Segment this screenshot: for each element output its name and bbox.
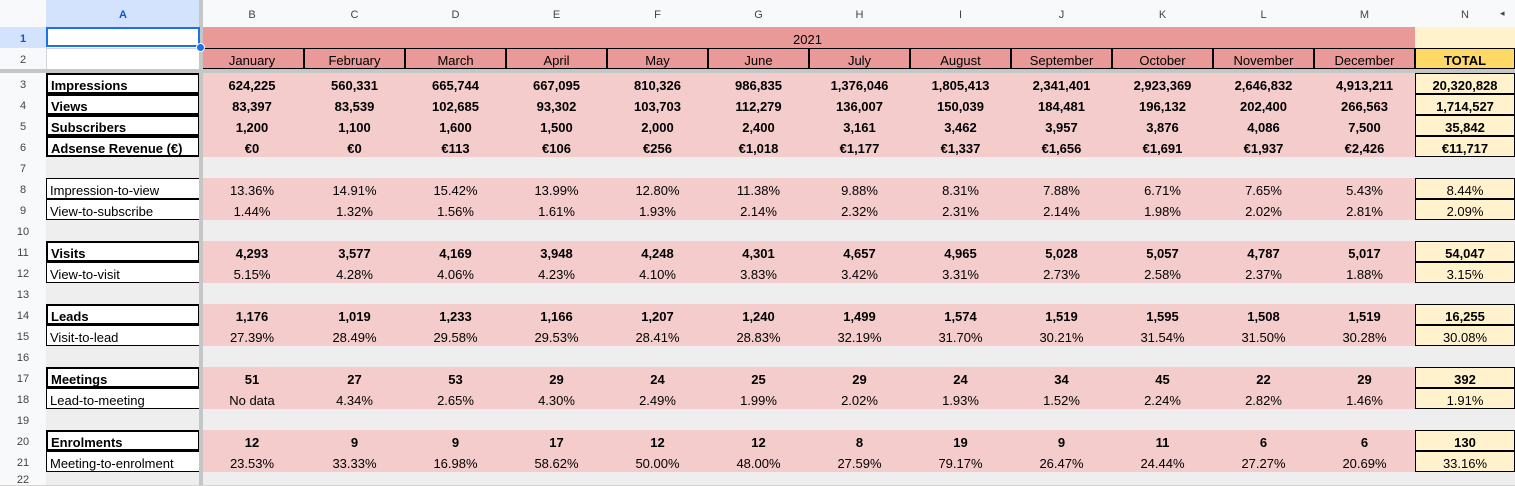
data-cell[interactable]: 4.30% — [506, 388, 607, 409]
row-header-13[interactable]: 13 — [0, 283, 46, 304]
row-header-19[interactable]: 19 — [0, 409, 46, 430]
column-header-j[interactable]: J — [1011, 0, 1112, 27]
data-cell[interactable]: 27.39% — [200, 325, 304, 346]
data-cell[interactable]: 9.88% — [809, 178, 910, 199]
fill-handle[interactable] — [196, 43, 205, 52]
total-cell[interactable]: 30.08% — [1415, 325, 1515, 346]
data-cell[interactable]: 202,400 — [1213, 94, 1314, 115]
data-cell[interactable]: 12 — [607, 430, 708, 451]
data-cell[interactable]: €1,656 — [1011, 136, 1112, 157]
data-cell[interactable]: 1.93% — [910, 388, 1011, 409]
month-header-august[interactable]: August — [910, 48, 1011, 69]
data-cell[interactable]: 667,095 — [506, 73, 607, 94]
data-cell[interactable]: 3,948 — [506, 241, 607, 262]
data-cell[interactable]: €106 — [506, 136, 607, 157]
data-cell[interactable]: 2,923,369 — [1112, 73, 1213, 94]
data-cell[interactable]: €1,018 — [708, 136, 809, 157]
spacer-row-10[interactable] — [46, 220, 1515, 241]
data-cell[interactable]: 3.42% — [809, 262, 910, 283]
column-header-n[interactable]: N — [1415, 0, 1515, 27]
row-label[interactable]: Visits — [46, 241, 200, 262]
spacer-row-7[interactable] — [46, 157, 1515, 178]
data-cell[interactable]: 45 — [1112, 367, 1213, 388]
data-cell[interactable]: 6 — [1213, 430, 1314, 451]
row-header-22[interactable]: 22 — [0, 472, 46, 485]
data-cell[interactable]: 266,563 — [1314, 94, 1415, 115]
column-header-g[interactable]: G — [708, 0, 809, 27]
row-header-17[interactable]: 17 — [0, 367, 46, 388]
total-header[interactable]: TOTAL — [1415, 48, 1515, 69]
data-cell[interactable]: 34 — [1011, 367, 1112, 388]
row-header-5[interactable]: 5 — [0, 115, 46, 136]
data-cell[interactable]: 1,519 — [1314, 304, 1415, 325]
spacer-row-19[interactable] — [46, 409, 1515, 430]
data-cell[interactable]: 29.53% — [506, 325, 607, 346]
data-cell[interactable]: 4,293 — [200, 241, 304, 262]
data-cell[interactable]: 1.56% — [405, 199, 506, 220]
data-cell[interactable]: 1.46% — [1314, 388, 1415, 409]
month-header-october[interactable]: October — [1112, 48, 1213, 69]
column-header-b[interactable]: B — [200, 0, 304, 27]
data-cell[interactable]: 4,787 — [1213, 241, 1314, 262]
row-header-16[interactable]: 16 — [0, 346, 46, 367]
data-cell[interactable]: 25 — [708, 367, 809, 388]
data-cell[interactable]: 184,481 — [1011, 94, 1112, 115]
data-cell[interactable]: 196,132 — [1112, 94, 1213, 115]
data-cell[interactable]: 136,007 — [809, 94, 910, 115]
data-cell[interactable]: 1,519 — [1011, 304, 1112, 325]
data-cell[interactable]: 1,500 — [506, 115, 607, 136]
data-cell[interactable]: 7.65% — [1213, 178, 1314, 199]
data-cell[interactable]: 5,028 — [1011, 241, 1112, 262]
data-cell[interactable]: 51 — [200, 367, 304, 388]
select-all-corner[interactable] — [0, 0, 46, 27]
row-header-14[interactable]: 14 — [0, 304, 46, 325]
row-header-20[interactable]: 20 — [0, 430, 46, 451]
data-cell[interactable]: 28.49% — [304, 325, 405, 346]
data-cell[interactable]: 16.98% — [405, 451, 506, 472]
data-cell[interactable]: No data — [200, 388, 304, 409]
data-cell[interactable]: €1,937 — [1213, 136, 1314, 157]
data-cell[interactable]: 17 — [506, 430, 607, 451]
data-cell[interactable]: 11 — [1112, 430, 1213, 451]
row-label[interactable]: Leads — [46, 304, 200, 325]
data-cell[interactable]: 29.58% — [405, 325, 506, 346]
data-cell[interactable]: 4,086 — [1213, 115, 1314, 136]
data-cell[interactable]: 1,166 — [506, 304, 607, 325]
row-header-18[interactable]: 18 — [0, 388, 46, 409]
data-cell[interactable]: €1,177 — [809, 136, 910, 157]
data-cell[interactable]: 30.28% — [1314, 325, 1415, 346]
data-cell[interactable]: 2.14% — [1011, 199, 1112, 220]
total-cell[interactable]: 130 — [1415, 430, 1515, 451]
data-cell[interactable]: 32.19% — [809, 325, 910, 346]
data-cell[interactable]: 12.80% — [607, 178, 708, 199]
data-cell[interactable]: 1,100 — [304, 115, 405, 136]
column-header-i[interactable]: I — [910, 0, 1011, 27]
data-cell[interactable]: 3,577 — [304, 241, 405, 262]
data-cell[interactable]: 2.73% — [1011, 262, 1112, 283]
row-label[interactable]: Views — [46, 94, 200, 115]
data-cell[interactable]: 1,200 — [200, 115, 304, 136]
month-header-november[interactable]: November — [1213, 48, 1314, 69]
total-cell[interactable]: 33.16% — [1415, 451, 1515, 472]
column-header-c[interactable]: C — [304, 0, 405, 27]
data-cell[interactable]: €256 — [607, 136, 708, 157]
data-cell[interactable]: 3,462 — [910, 115, 1011, 136]
column-header-f[interactable]: F — [607, 0, 708, 27]
data-cell[interactable]: 9 — [405, 430, 506, 451]
row-header-21[interactable]: 21 — [0, 451, 46, 472]
data-cell[interactable]: 19 — [910, 430, 1011, 451]
data-cell[interactable]: 4,169 — [405, 241, 506, 262]
triangle-left-icon[interactable]: ◂ — [1500, 8, 1505, 18]
data-cell[interactable]: 4.10% — [607, 262, 708, 283]
data-cell[interactable]: 4,913,211 — [1314, 73, 1415, 94]
data-cell[interactable]: 1.61% — [506, 199, 607, 220]
data-cell[interactable]: 4.23% — [506, 262, 607, 283]
data-cell[interactable]: 4,248 — [607, 241, 708, 262]
data-cell[interactable]: 29 — [1314, 367, 1415, 388]
month-header-march[interactable]: March — [405, 48, 506, 69]
data-cell[interactable]: 12 — [708, 430, 809, 451]
data-cell[interactable]: 2.24% — [1112, 388, 1213, 409]
data-cell[interactable]: 2.31% — [910, 199, 1011, 220]
data-cell[interactable]: 5.43% — [1314, 178, 1415, 199]
month-header-july[interactable]: July — [809, 48, 910, 69]
month-header-february[interactable]: February — [304, 48, 405, 69]
total-cell[interactable]: 2.09% — [1415, 199, 1515, 220]
row-header-2[interactable]: 2 — [0, 48, 46, 69]
total-cell[interactable]: 35,842 — [1415, 115, 1515, 136]
data-cell[interactable]: 2.14% — [708, 199, 809, 220]
row-label[interactable]: Visit-to-lead — [46, 325, 200, 346]
row-label[interactable]: Enrolments — [46, 430, 200, 451]
data-cell[interactable]: 1,233 — [405, 304, 506, 325]
row-label[interactable]: Adsense Revenue (€) — [46, 136, 200, 157]
month-header-january[interactable]: January — [200, 48, 304, 69]
total-cell[interactable]: €11,717 — [1415, 136, 1515, 157]
row-header-10[interactable]: 10 — [0, 220, 46, 241]
column-header-a[interactable]: A — [46, 0, 200, 27]
data-cell[interactable]: 3.83% — [708, 262, 809, 283]
row-header-3[interactable]: 3 — [0, 73, 46, 94]
data-cell[interactable]: 1.99% — [708, 388, 809, 409]
row-label[interactable]: Subscribers — [46, 115, 200, 136]
data-cell[interactable]: 28.83% — [708, 325, 809, 346]
data-cell[interactable]: 2.81% — [1314, 199, 1415, 220]
data-cell[interactable]: 2.37% — [1213, 262, 1314, 283]
data-cell[interactable]: 1,240 — [708, 304, 809, 325]
data-cell[interactable]: 3,957 — [1011, 115, 1112, 136]
row-header-9[interactable]: 9 — [0, 199, 46, 220]
total-cell[interactable]: 54,047 — [1415, 241, 1515, 262]
data-cell[interactable]: 1,600 — [405, 115, 506, 136]
data-cell[interactable]: 22 — [1213, 367, 1314, 388]
data-cell[interactable]: 2.58% — [1112, 262, 1213, 283]
data-cell[interactable]: 1,574 — [910, 304, 1011, 325]
data-cell[interactable]: 4,301 — [708, 241, 809, 262]
column-header-m[interactable]: M — [1314, 0, 1415, 27]
data-cell[interactable]: 20.69% — [1314, 451, 1415, 472]
data-cell[interactable]: 7.88% — [1011, 178, 1112, 199]
total-cell[interactable]: 1.91% — [1415, 388, 1515, 409]
data-cell[interactable]: 13.36% — [200, 178, 304, 199]
spacer-row-22[interactable] — [46, 472, 1515, 485]
data-cell[interactable]: 8.31% — [910, 178, 1011, 199]
data-cell[interactable]: 3.31% — [910, 262, 1011, 283]
column-header-k[interactable]: K — [1112, 0, 1213, 27]
data-cell[interactable]: 2,341,401 — [1011, 73, 1112, 94]
row-header-4[interactable]: 4 — [0, 94, 46, 115]
data-cell[interactable]: 24 — [607, 367, 708, 388]
data-cell[interactable]: 1.44% — [200, 199, 304, 220]
data-cell[interactable]: 1,499 — [809, 304, 910, 325]
data-cell[interactable]: 2.49% — [607, 388, 708, 409]
data-cell[interactable]: 8 — [809, 430, 910, 451]
data-cell[interactable]: 23.53% — [200, 451, 304, 472]
month-header-may[interactable]: May — [607, 48, 708, 69]
data-cell[interactable]: 58.62% — [506, 451, 607, 472]
freeze-row-divider[interactable] — [0, 69, 1515, 73]
data-cell[interactable]: 102,685 — [405, 94, 506, 115]
data-cell[interactable]: 28.41% — [607, 325, 708, 346]
data-cell[interactable]: 1,376,046 — [809, 73, 910, 94]
month-header-april[interactable]: April — [506, 48, 607, 69]
data-cell[interactable]: 31.54% — [1112, 325, 1213, 346]
month-header-september[interactable]: September — [1011, 48, 1112, 69]
data-cell[interactable]: 1.52% — [1011, 388, 1112, 409]
row-header-15[interactable]: 15 — [0, 325, 46, 346]
row-header-7[interactable]: 7 — [0, 157, 46, 178]
data-cell[interactable]: 29 — [506, 367, 607, 388]
column-header-e[interactable]: E — [506, 0, 607, 27]
spacer-row-13[interactable] — [46, 283, 1515, 304]
data-cell[interactable]: 810,326 — [607, 73, 708, 94]
data-cell[interactable]: 5.15% — [200, 262, 304, 283]
data-cell[interactable]: 14.91% — [304, 178, 405, 199]
data-cell[interactable]: 79.17% — [910, 451, 1011, 472]
column-header-l[interactable]: L — [1213, 0, 1314, 27]
data-cell[interactable]: 27.59% — [809, 451, 910, 472]
data-cell[interactable]: €113 — [405, 136, 506, 157]
data-cell[interactable]: €1,337 — [910, 136, 1011, 157]
row-header-11[interactable]: 11 — [0, 241, 46, 262]
data-cell[interactable]: 48.00% — [708, 451, 809, 472]
month-header-june[interactable]: June — [708, 48, 809, 69]
data-cell[interactable]: 53 — [405, 367, 506, 388]
data-cell[interactable]: €0 — [200, 136, 304, 157]
data-cell[interactable]: 2.02% — [1213, 199, 1314, 220]
data-cell[interactable]: 112,279 — [708, 94, 809, 115]
data-cell[interactable]: 9 — [304, 430, 405, 451]
data-cell[interactable]: 27.27% — [1213, 451, 1314, 472]
data-cell[interactable]: 27 — [304, 367, 405, 388]
data-cell[interactable]: 2,000 — [607, 115, 708, 136]
total-cell[interactable]: 392 — [1415, 367, 1515, 388]
data-cell[interactable]: 2,400 — [708, 115, 809, 136]
active-cell-outline — [46, 27, 200, 47]
data-cell[interactable]: 31.70% — [910, 325, 1011, 346]
data-cell[interactable]: 1.93% — [607, 199, 708, 220]
data-cell[interactable]: 2,646,832 — [1213, 73, 1314, 94]
data-cell[interactable]: 30.21% — [1011, 325, 1112, 346]
row-label[interactable]: View-to-subscribe — [46, 199, 200, 220]
data-cell[interactable]: 1,595 — [1112, 304, 1213, 325]
data-cell[interactable]: 11.38% — [708, 178, 809, 199]
row-header-6[interactable]: 6 — [0, 136, 46, 157]
data-cell[interactable]: 24.44% — [1112, 451, 1213, 472]
data-cell[interactable]: 6 — [1314, 430, 1415, 451]
data-cell[interactable]: 3,161 — [809, 115, 910, 136]
row-label[interactable]: Impressions — [46, 73, 200, 94]
data-cell[interactable]: 2.65% — [405, 388, 506, 409]
data-cell[interactable]: 26.47% — [1011, 451, 1112, 472]
data-cell[interactable]: 4,657 — [809, 241, 910, 262]
row-header-1[interactable]: 1 — [0, 27, 46, 48]
data-cell[interactable]: 560,331 — [304, 73, 405, 94]
data-cell[interactable]: 12 — [200, 430, 304, 451]
data-cell[interactable]: 1,019 — [304, 304, 405, 325]
data-cell[interactable]: 9 — [1011, 430, 1112, 451]
data-cell[interactable]: 1,207 — [607, 304, 708, 325]
row-header-8[interactable]: 8 — [0, 178, 46, 199]
row-header-12[interactable]: 12 — [0, 262, 46, 283]
data-cell[interactable]: €1,691 — [1112, 136, 1213, 157]
total-cell[interactable]: 16,255 — [1415, 304, 1515, 325]
year-banner[interactable]: 2021 — [200, 27, 1415, 48]
data-cell[interactable]: 150,039 — [910, 94, 1011, 115]
row-label[interactable]: Impression-to-view — [46, 178, 200, 199]
data-cell[interactable]: 1.88% — [1314, 262, 1415, 283]
data-cell[interactable]: 1,176 — [200, 304, 304, 325]
total-cell[interactable]: 20,320,828 — [1415, 73, 1515, 94]
data-cell[interactable]: 7,500 — [1314, 115, 1415, 136]
data-cell[interactable]: €0 — [304, 136, 405, 157]
data-cell[interactable]: 50.00% — [607, 451, 708, 472]
data-cell[interactable]: 1,805,413 — [910, 73, 1011, 94]
data-cell[interactable]: 4.34% — [304, 388, 405, 409]
total-cell[interactable]: 8.44% — [1415, 178, 1515, 199]
data-cell[interactable]: 624,225 — [200, 73, 304, 94]
row-label[interactable]: Meetings — [46, 367, 200, 388]
data-cell[interactable]: 31.50% — [1213, 325, 1314, 346]
data-cell[interactable]: 2.32% — [809, 199, 910, 220]
data-cell[interactable]: 4.06% — [405, 262, 506, 283]
data-cell[interactable]: 3,876 — [1112, 115, 1213, 136]
column-header-h[interactable]: H — [809, 0, 910, 27]
column-header-d[interactable]: D — [405, 0, 506, 27]
data-cell[interactable]: 15.42% — [405, 178, 506, 199]
total-banner-empty[interactable] — [1415, 27, 1515, 48]
data-cell[interactable]: 1,508 — [1213, 304, 1314, 325]
data-cell[interactable]: 665,744 — [405, 73, 506, 94]
data-cell[interactable]: 1.32% — [304, 199, 405, 220]
spacer-row-16[interactable] — [46, 346, 1515, 367]
data-cell[interactable]: 83,539 — [304, 94, 405, 115]
data-cell[interactable]: €2,426 — [1314, 136, 1415, 157]
data-cell[interactable]: 103,703 — [607, 94, 708, 115]
data-cell[interactable]: 29 — [809, 367, 910, 388]
row-label[interactable]: Meeting-to-enrolment — [46, 451, 200, 472]
data-cell[interactable]: 4,965 — [910, 241, 1011, 262]
data-cell[interactable]: 6.71% — [1112, 178, 1213, 199]
row-label[interactable]: Lead-to-meeting — [46, 388, 200, 409]
total-cell[interactable]: 1,714,527 — [1415, 94, 1515, 115]
row-label[interactable]: View-to-visit — [46, 262, 200, 283]
month-header-december[interactable]: December — [1314, 48, 1415, 69]
data-cell[interactable]: 4.28% — [304, 262, 405, 283]
total-cell[interactable]: 3.15% — [1415, 262, 1515, 283]
data-cell[interactable]: 5,017 — [1314, 241, 1415, 262]
data-cell[interactable]: 2.02% — [809, 388, 910, 409]
data-cell[interactable]: 24 — [910, 367, 1011, 388]
data-cell[interactable]: 1.98% — [1112, 199, 1213, 220]
data-cell[interactable]: 986,835 — [708, 73, 809, 94]
data-cell[interactable]: 2.82% — [1213, 388, 1314, 409]
data-cell[interactable]: 5,057 — [1112, 241, 1213, 262]
data-cell[interactable]: 33.33% — [304, 451, 405, 472]
data-cell[interactable]: 83,397 — [200, 94, 304, 115]
data-cell[interactable]: 93,302 — [506, 94, 607, 115]
data-cell[interactable]: 13.99% — [506, 178, 607, 199]
